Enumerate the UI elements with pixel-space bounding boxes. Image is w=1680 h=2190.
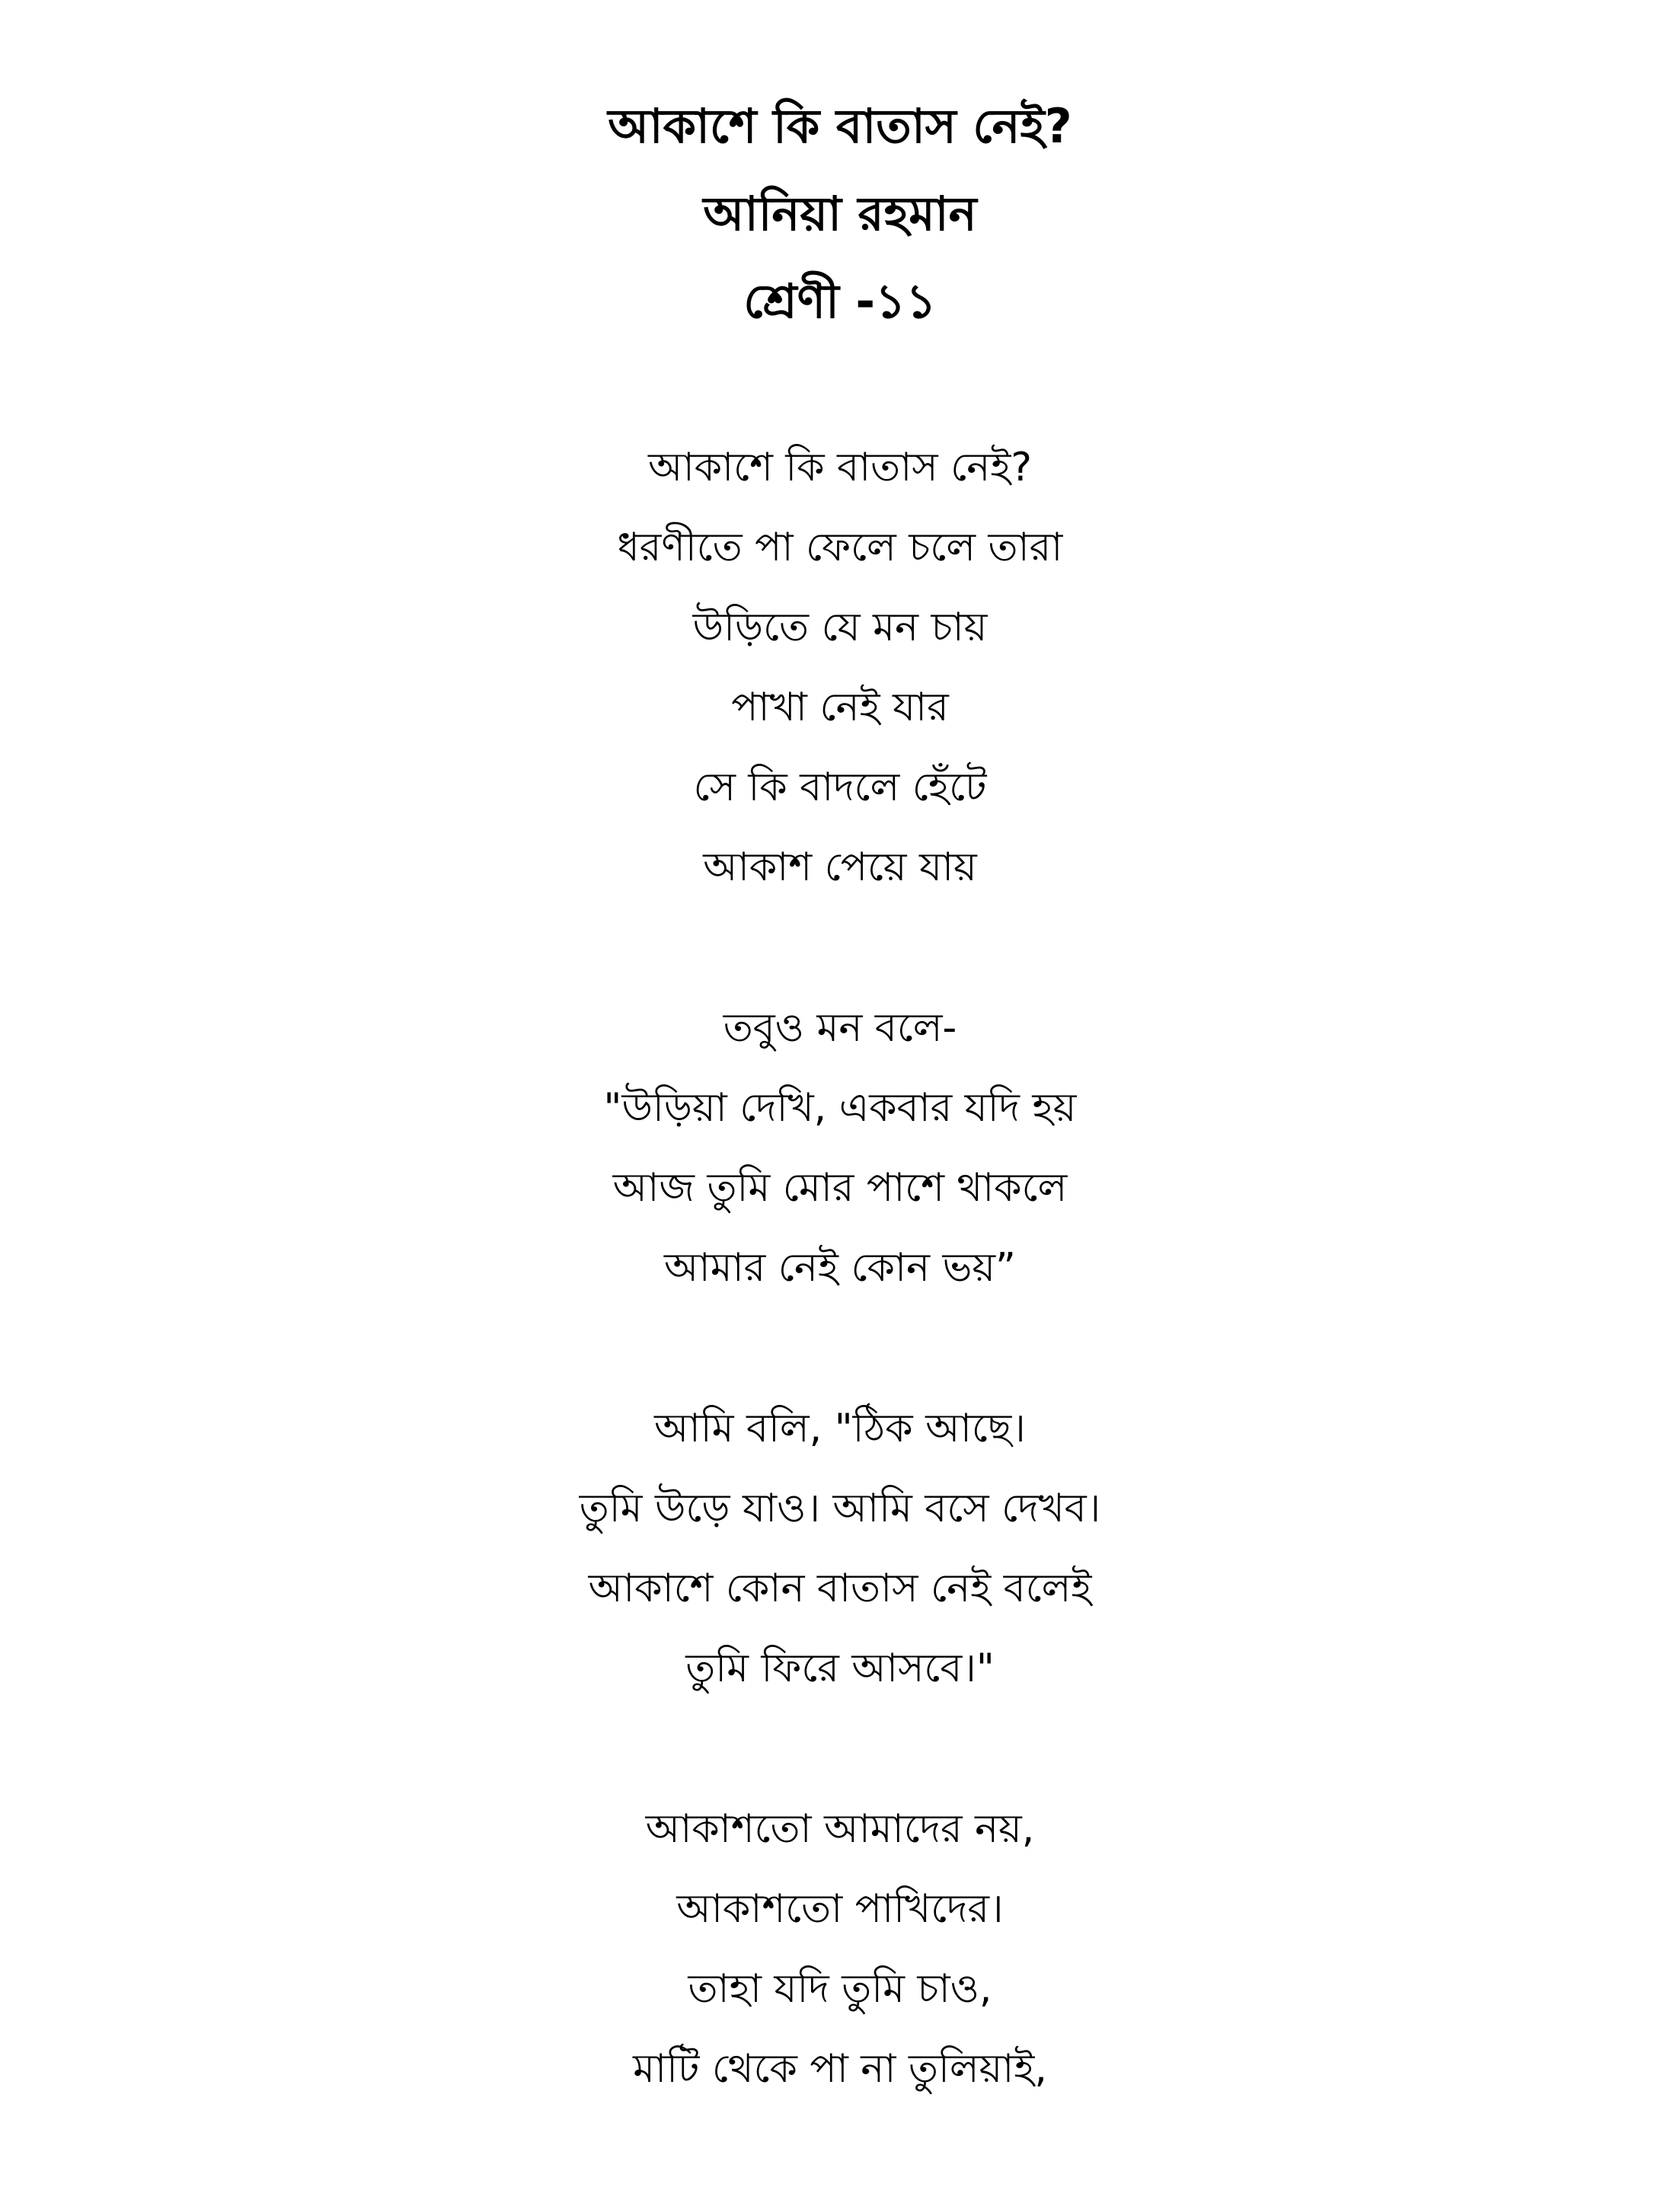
poem-line: আকাশতো পাখিদের। — [676, 1886, 1004, 1932]
poem-line: উড়িতে যে মন চায় — [692, 605, 988, 650]
author-grade: শ্রেণী -১১ — [743, 273, 937, 329]
poem-line: আজ তুমি মোর পাশে থাকলে — [612, 1165, 1068, 1211]
poem-line: পাখা নেই যার — [731, 685, 949, 730]
poem-line: তুমি উড়ে যাও। আমি বসে দেখব। — [579, 1486, 1101, 1531]
poem-author: আনিয়া রহমান — [703, 186, 977, 241]
poem-line: তুমি ফিরে আসবে।" — [685, 1646, 995, 1691]
poem-line: আকাশে কোন বাতাস নেই বলেই — [588, 1566, 1092, 1611]
poem-line: আমার নেই কোন ভয়” — [664, 1245, 1016, 1291]
poem-line: ধরণীতে পা ফেলে চলে তারা — [617, 525, 1063, 570]
stanza-3 — [0, 1389, 1680, 1709]
poem-line: আকাশ পেয়ে যায় — [703, 844, 977, 890]
poem-line: তবুও মন বলে- — [723, 1005, 957, 1051]
poem-line: সে কি বাদলে হেঁটে — [693, 765, 987, 810]
poem-line: তাহা যদি তুমি চাও, — [688, 1966, 992, 2012]
poem-line: আকাশতো আমাদের নয়, — [645, 1806, 1035, 1852]
poem-line: আমি বলি, "ঠিক আছে। — [654, 1406, 1026, 1451]
poem-line: মাটি থেকে পা না তুলিয়াই, — [633, 2046, 1047, 2092]
poem-line: আকাশে কি বাতাস নেই? — [648, 445, 1032, 490]
stanza-1 — [0, 428, 1680, 908]
stanza-2 — [0, 988, 1680, 1308]
stanza-4 — [0, 1789, 1680, 2109]
poem-line: "উড়িয়া দেখি, একবার যদি হয় — [603, 1085, 1077, 1131]
poem-header — [0, 82, 1680, 345]
poem-title: আকাশে কি বাতাস নেই? — [608, 98, 1072, 154]
poem-body — [0, 428, 1680, 2190]
